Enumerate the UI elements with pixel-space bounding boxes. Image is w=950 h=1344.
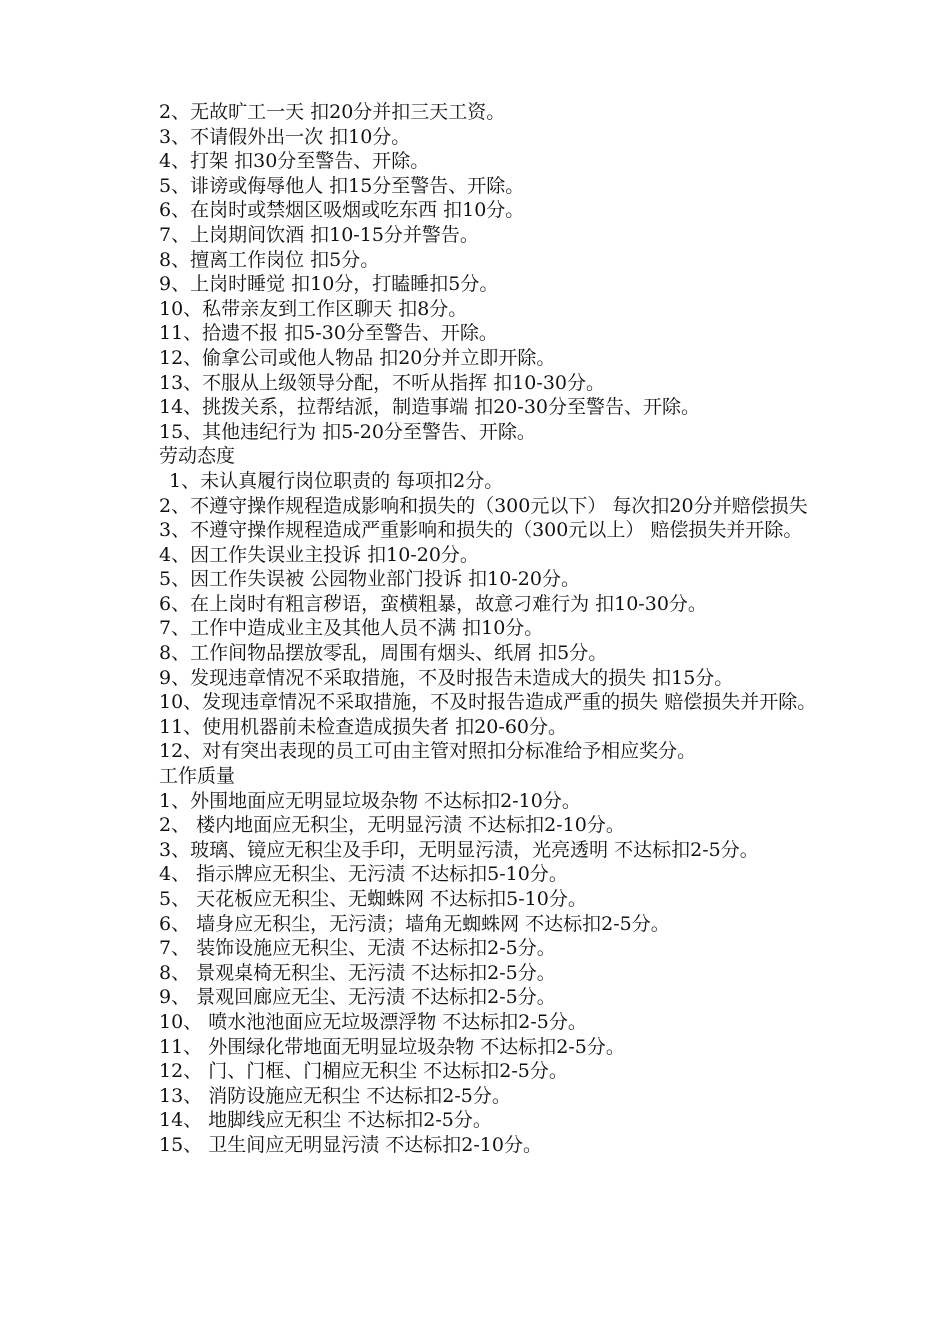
section-heading-quality: 工作质量 xyxy=(159,765,236,788)
list-item: 10、 喷水池池面应无垃圾漂浮物 不达标扣2-5分。 xyxy=(159,1010,587,1033)
list-item: 4、打架 扣30分至警告、开除。 xyxy=(159,150,430,173)
list-item: 7、 装饰设施应无积尘、无渍 不达标扣2-5分。 xyxy=(159,937,556,960)
list-item: 8、擅离工作岗位 扣5分。 xyxy=(159,248,380,271)
list-item: 12、对有突出表现的员工可由主管对照扣分标准给予相应奖分。 xyxy=(159,740,697,763)
section-heading-attitude: 劳动态度 xyxy=(159,445,236,468)
list-item: 8、工作间物品摆放零乱，周围有烟头、纸屑 扣5分。 xyxy=(159,642,608,665)
list-item: 15、 卫生间应无明显污渍 不达标扣2-10分。 xyxy=(159,1133,542,1156)
list-item: 6、在岗时或禁烟区吸烟或吃东西 扣10分。 xyxy=(159,199,525,222)
list-item: 7、工作中造成业主及其他人员不满 扣10分。 xyxy=(159,617,544,640)
list-item: 11、拾遗不报 扣5-30分至警告、开除。 xyxy=(159,322,498,345)
list-item: 8、 景观桌椅无积尘、无污渍 不达标扣2-5分。 xyxy=(159,961,556,984)
list-item: 15、其他违纪行为 扣5-20分至警告、开除。 xyxy=(159,420,536,443)
list-item: 3、玻璃、镜应无积尘及手印，无明显污渍，光亮透明 不达标扣2-5分。 xyxy=(159,838,759,861)
list-item: 11、使用机器前未检查造成损失者 扣20-60分。 xyxy=(159,715,567,738)
list-item: 11、 外围绿化带地面无明显垃圾杂物 不达标扣2-5分。 xyxy=(159,1035,625,1058)
list-item: 10、私带亲友到工作区聊天 扣8分。 xyxy=(159,297,468,320)
list-item: 5、诽谤或侮辱他人 扣15分至警告、开除。 xyxy=(159,174,525,197)
list-item: 7、上岗期间饮酒 扣10-15分并警告。 xyxy=(159,223,479,246)
list-item: 5、 天花板应无积尘、无蜘蛛网 不达标扣5-10分。 xyxy=(159,888,587,910)
list-item: 3、不遵守操作规程造成严重影响和损失的（300元以上） 赔偿损失并开除。 xyxy=(159,519,803,542)
document-body xyxy=(113,100,853,1158)
list-item: 12、偷拿公司或他人物品 扣20分并立即开除。 xyxy=(159,346,556,369)
list-item: 10、发现违章情况不采取措施，不及时报告造成严重的损失 赔偿损失并开除。 xyxy=(159,691,817,714)
list-item: 9、 景观回廊应无尘、无污渍 不达标扣2-5分。 xyxy=(159,986,556,1009)
list-item: 3、不请假外出一次 扣10分。 xyxy=(159,125,411,148)
list-item: 4、 指示牌应无积尘、无污渍 不达标扣5-10分。 xyxy=(159,863,568,886)
list-item: 12、 门、门框、门楣应无积尘 不达标扣2-5分。 xyxy=(159,1060,568,1083)
list-item: 2、不遵守操作规程造成影响和损失的（300元以下） 每次扣20分并赔偿损失 xyxy=(159,494,808,517)
list-item: 4、因工作失误业主投诉 扣10-20分。 xyxy=(159,543,479,566)
list-item: 14、挑拨关系，拉帮结派，制造事端 扣20-30分至警告、开除。 xyxy=(159,396,700,419)
list-item: 1、外围地面应无明显垃圾杂物 不达标扣2-10分。 xyxy=(159,789,581,812)
list-item: 2、无故旷工一天 扣20分并扣三天工资。 xyxy=(159,101,506,123)
list-item: 13、不服从上级领导分配，不听从指挥 扣10-30分。 xyxy=(159,371,605,394)
list-item: 13、 消防设施应无积尘 不达标扣2-5分。 xyxy=(159,1084,511,1107)
list-item: 1、未认真履行岗位职责的 每项扣2分。 xyxy=(169,469,504,492)
list-item: 14、 地脚线应无积尘 不达标扣2-5分。 xyxy=(159,1109,492,1132)
list-item: 9、发现违章情况不采取措施，不及时报告未造成大的损失 扣15分。 xyxy=(159,666,734,689)
list-item: 9、上岗时睡觉 扣10分，打瞌睡扣5分。 xyxy=(159,273,499,296)
list-item: 2、 楼内地面应无积尘，无明显污渍 不达标扣2-10分。 xyxy=(159,814,625,837)
list-item: 6、 墙身应无积尘，无污渍；墙角无蜘蛛网 不达标扣2-5分。 xyxy=(159,912,670,935)
list-item: 6、在上岗时有粗言秽语，蛮横粗暴，故意刁难行为 扣10-30分。 xyxy=(159,592,707,615)
list-item: 5、因工作失误被 公园物业部门投诉 扣10-20分。 xyxy=(159,568,580,591)
